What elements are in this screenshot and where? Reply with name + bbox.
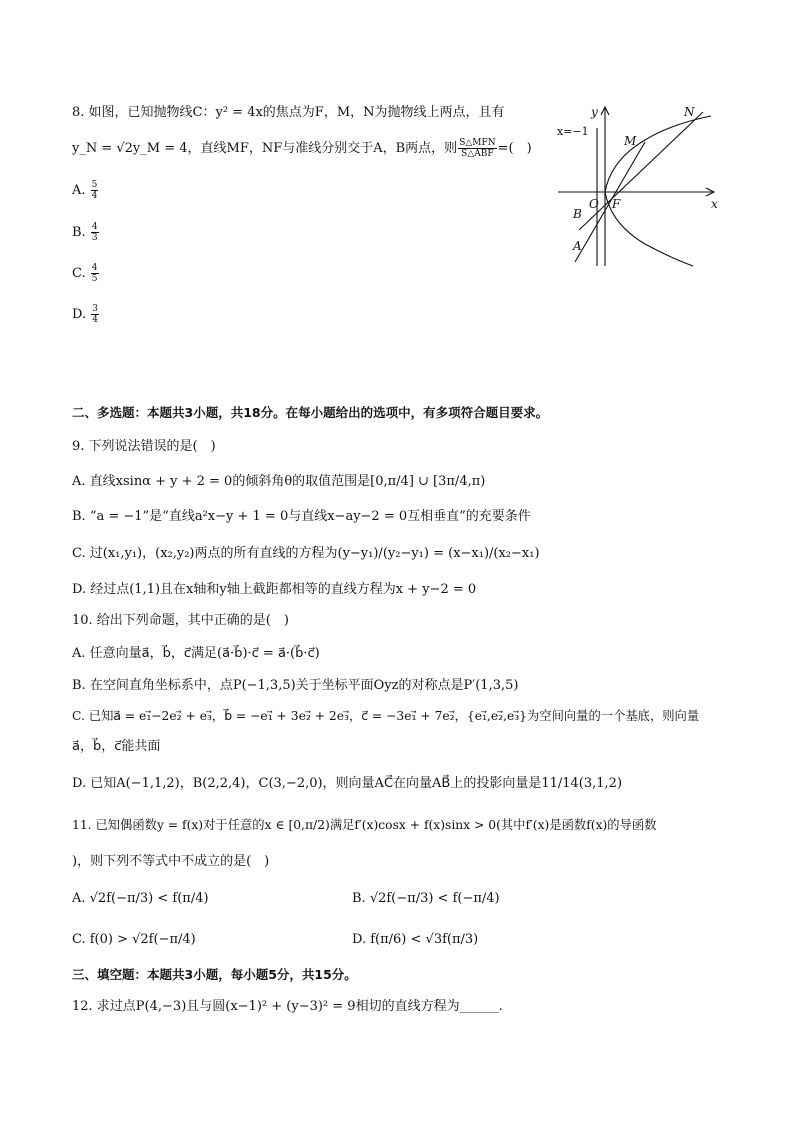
- q8-option-num: 4: [91, 222, 98, 232]
- q10-option-d: D. 已知A(−1,1,2)，B(2,2,4)，C(3,−2,0)，则向量AC⃗在向量AB⃗上的投影向量是11/14(3,1,2): [72, 776, 623, 791]
- section-2-heading: 二、多选题：本题共3小题，共18分。在每小题给出的选项中，有多项符合题目要求。: [72, 405, 549, 420]
- q9-option-d: D. 经过点(1,1)且在x轴和y轴上截距都相等的直线方程为x + y−2 = 0: [72, 582, 477, 597]
- q8-option-letter: B.: [72, 225, 86, 240]
- q8-option-frac: [91, 263, 99, 284]
- q10-stem: 10. 给出下列命题，其中正确的是( ): [72, 613, 289, 628]
- q11-stem: 11. 已知偶函数y = f(x)对于任意的x ∈ [0,π/2)满足f′(x)cosx + f(x)sinx > 0(其中f′(x)是函数f(x)的导函数: [72, 818, 657, 832]
- q8-option-den: 5: [91, 274, 98, 284]
- label-focus: F: [612, 197, 621, 211]
- q10-option-b: B. 在空间直角坐标系中，点P(−1,3,5)关于坐标平面Oyz的对称点是P′(1,3,5): [72, 678, 519, 693]
- q8-ratio: [458, 138, 496, 159]
- q8-option-num: 4: [91, 263, 98, 273]
- q8-option-letter: C.: [72, 266, 86, 281]
- label-origin: O: [589, 197, 599, 211]
- q11-stem-cont: )，则下列不等式中不成立的是( ): [72, 854, 270, 869]
- q9-option-a: A. 直线xsinα + y + 2 = 0的倾斜角θ的取值范围是[0,π/4] ∪ [3π/4,π): [72, 474, 486, 489]
- line-nf: [579, 112, 703, 230]
- label-x: x: [711, 197, 718, 211]
- q12-stem: 12. 求过点P(4,−3)且与圆(x−1)² + (y−3)² = 9相切的直线方程为______.: [72, 999, 503, 1014]
- q8-option-d: [72, 304, 100, 325]
- q8-option-frac: [91, 180, 99, 201]
- q8-option-num: 5: [91, 180, 98, 190]
- q10-option-c: C. 已知a⃗ = e₁⃗−2e₂⃗ + e₃⃗，b⃗ = −e₁⃗ + 3e₂⃗ + 2e₃⃗，c⃗ = −3e₁⃗ + 7e₂⃗，{e₁⃗,e₂⃗,e₃⃗}为空间向量的一个基底，则向量: [72, 709, 700, 723]
- q10-option-a: A. 任意向量a⃗，b⃗，c⃗满足(a⃗·b⃗)·c⃗ = a⃗·(b⃗·c⃗): [72, 646, 320, 661]
- q11-option-a: A. √2f(−π/3) < f(π/4): [72, 891, 209, 906]
- q11-option-b: B. √2f(−π/3) < f(−π/4): [352, 891, 500, 906]
- q8-option-num: 3: [92, 304, 98, 314]
- q8-ratio-den: S△ABF: [461, 149, 494, 159]
- q9-option-c: C. 过(x₁,y₁)，(x₂,y₂)两点的所有直线的方程为(y−y₁)/(y₂−y₁) = (x−x₁)/(x₂−x₁): [72, 546, 540, 561]
- section-3-heading: 三、填空题：本题共3小题，每小题5分，共15分。: [72, 967, 357, 982]
- q11-option-d: D. f(π/6) < √3f(π/3): [352, 932, 479, 947]
- q8-line1: 8. 如图，已知抛物线C：y² = 4x的焦点为F，M，N为抛物线上两点，且有: [72, 105, 505, 120]
- label-m: M: [624, 134, 637, 148]
- q8-line2: [72, 138, 532, 159]
- q8-option-letter: D.: [72, 307, 87, 322]
- label-y: y: [591, 105, 598, 119]
- q10-option-c-cont: a⃗，b⃗，c⃗能共面: [72, 739, 161, 754]
- q8-option-frac: [91, 222, 99, 243]
- line-mf: [575, 142, 645, 262]
- q8-option-c: [72, 263, 100, 284]
- label-b: B: [573, 207, 582, 221]
- q8-option-den: 4: [91, 191, 98, 201]
- parabola-curve: [605, 116, 711, 266]
- q8-option-frac: [91, 304, 99, 325]
- q8-option-den: 3: [91, 233, 98, 243]
- q8-option-b: [72, 222, 100, 243]
- q8-option-den: 4: [92, 315, 98, 325]
- q8-option-a: [72, 180, 99, 201]
- q9-stem: 9. 下列说法错误的是( ): [72, 439, 216, 454]
- label-directrix: x=−1: [557, 125, 589, 138]
- q8-line2-main: y_N = √2y_M = 4，直线MF，NF与准线分别交于A，B两点，则: [72, 141, 458, 156]
- q9-option-b: B. “a = −1”是“直线a²x−y + 1 = 0与直线x−ay−2 = 0互相垂直”的充要条件: [72, 509, 531, 524]
- q8-line2-tail: =( ): [497, 141, 532, 156]
- label-a: A: [573, 239, 582, 253]
- q8-option-letter: A.: [72, 183, 86, 198]
- parabola-figure: [553, 98, 728, 273]
- label-n: N: [684, 105, 695, 119]
- q8-ratio-num: S△MFN: [459, 138, 496, 148]
- q11-option-c: C. f(0) > √2f(−π/4): [72, 932, 196, 947]
